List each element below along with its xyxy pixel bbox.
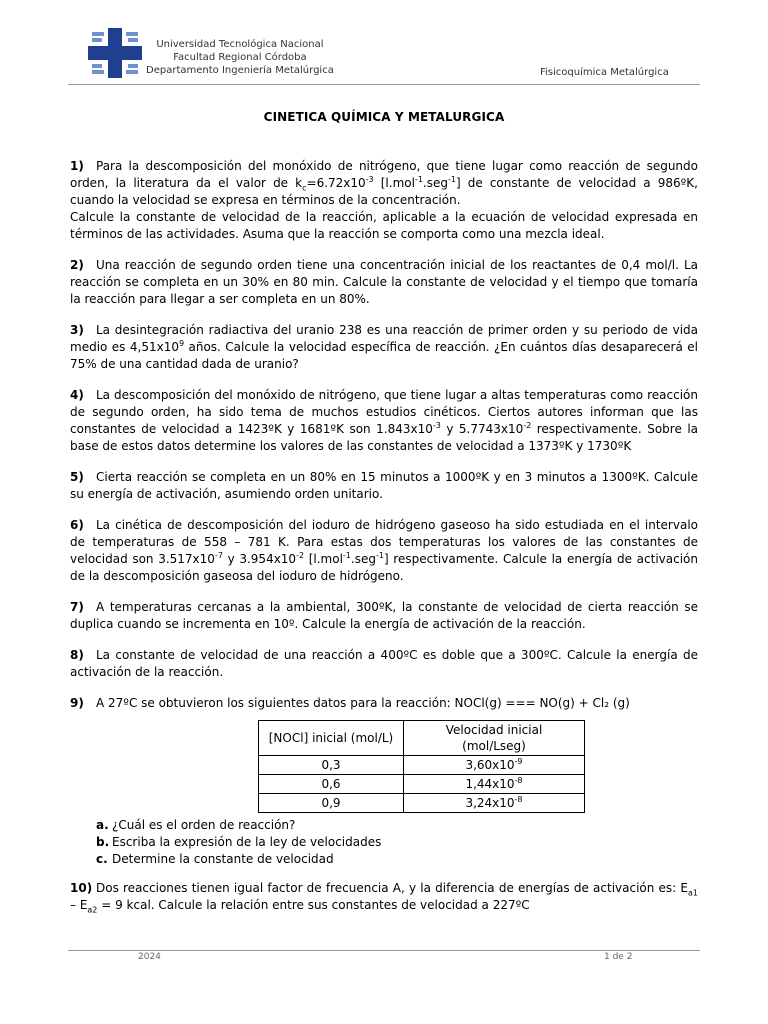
item-text: Determine la constante de velocidad: [112, 852, 334, 866]
problem-text: ] de constante de velocidad a 986ºK, cuando la velocidad se expresa en términos de la concentración.: [70, 176, 698, 207]
department-line: Departamento Ingeniería Metalúrgica: [146, 65, 334, 76]
header-divider: [68, 84, 700, 85]
problem-text: .seg: [422, 176, 448, 190]
problem-6: [70, 517, 698, 585]
table-row: [259, 756, 585, 775]
item-text: Escriba la expresión de la ley de velocidades: [112, 835, 382, 849]
item-letter: b.: [96, 835, 110, 849]
superscript: -1: [342, 551, 351, 560]
item-text: ¿Cuál es el orden de reacción?: [112, 818, 296, 832]
superscript: -3: [365, 175, 374, 184]
problem-4: [70, 387, 698, 455]
rate-data-table: [258, 720, 585, 813]
superscript: -1: [414, 175, 423, 184]
faculty-line: Facultad Regional Córdoba: [173, 52, 307, 63]
rate-exponent: -9: [514, 757, 523, 766]
concentration-cell: 0,6: [259, 775, 404, 794]
problem-text: Cierta reacción se completa en un 80% en 15 minutos a 1000ºK y en 3 minutos a 1300ºK. Calcule su energía de activación, asumiendo orden unitario.: [70, 470, 698, 501]
problem-1-question: Calcule la constante de velocidad de la reacción, aplicable a la ecuación de velocidad expresada en términos de las actividades. Asuma que la reacción se comporta como una mezcla ideal.: [70, 210, 698, 241]
problem-5: [70, 469, 698, 503]
problem-8: [70, 647, 698, 681]
problem-text: y 5.7743x10: [440, 422, 524, 436]
table-row: [259, 775, 585, 794]
list-item: [96, 817, 698, 834]
problem-10: [70, 880, 698, 914]
problem-number: 6): [70, 518, 84, 532]
concentration-cell: 0,9: [259, 794, 404, 813]
institution-block: [146, 38, 334, 77]
utn-logo-icon: [88, 28, 142, 78]
problem-text: [l.mol: [304, 552, 343, 566]
rate-mantissa: 3,24x10: [465, 796, 515, 810]
problem-7: [70, 599, 698, 633]
problem-text: A 27ºC se obtuvieron los siguientes datos para la reacción: NOCl(g) === NO(g) + Cl₂ (g): [96, 696, 630, 710]
column-header: Velocidad inicial (mol/Lseg): [404, 721, 585, 756]
problem-list: [70, 158, 698, 928]
problem-text: ] respectivamente. Calcule la energía de activación de la descomposición gaseosa del ioduro de hidrógeno.: [70, 552, 698, 583]
problem-number: 1): [70, 159, 84, 173]
subject-label: Fisicoquímica Metalúrgica: [540, 67, 669, 78]
table-row: [259, 794, 585, 813]
problem-number: 9): [70, 696, 84, 710]
problem-text: Una reacción de segundo orden tiene una concentración inicial de los reactantes de 0,4 mol/l. La reacción se completa en un 30% en 80 min. Calcule la constante de velocidad y el tiempo que tomaría la reacción para llegar a ser completa en un 80%.: [70, 258, 698, 306]
problem-text: La cinética de descomposición del ioduro de hidrógeno gaseoso ha sido estudiada en el intervalo de temperaturas de 558 – 781 K. Para estas dos temperaturas los valores de las constantes de velocidad son 3.517x10: [70, 518, 698, 566]
superscript: -1: [375, 551, 384, 560]
rate-cell: [404, 794, 585, 813]
problem-number: 8): [70, 648, 84, 662]
list-item: [96, 834, 698, 851]
problem-number: 2): [70, 258, 84, 272]
superscript: -1: [448, 175, 456, 184]
rate-mantissa: 3,60x10: [465, 758, 515, 772]
superscript: -3: [432, 421, 441, 430]
problem-number: 4): [70, 388, 84, 402]
problem-text: .seg: [350, 552, 376, 566]
problem-text: Para la descomposición del monóxido de nitrógeno, que tiene lugar como reacción de segundo orden, la literatura da el valor de k: [70, 159, 698, 190]
superscript: -7: [214, 551, 223, 560]
problem-text: respectivamente. Sobre la base de estos datos determine los valores de las constantes de velocidad a 1373ºK y 1730ºK: [70, 422, 699, 453]
problem-text: = 9 kcal. Calcule la relación entre sus constantes de velocidad a 227ºC: [97, 898, 530, 912]
problem-text: Dos reacciones tienen igual factor de frecuencia A, y la diferencia de energías de activación es: E: [96, 881, 688, 895]
subscript: a2: [87, 905, 98, 915]
subscript: a1: [688, 888, 698, 898]
problem-text: años. Calcule la velocidad específica de reacción. ¿En cuántos días desaparecerá el 75% de una cantidad dada de uranio?: [70, 340, 698, 371]
page-title: CINETICA QUÍMICA Y METALURGICA: [263, 110, 505, 124]
rate-exponent: -8: [514, 795, 523, 804]
concentration-cell: 0,3: [259, 756, 404, 775]
problem-text: y 3.954x10: [222, 552, 297, 566]
rate-mantissa: 1,44x10: [465, 777, 515, 791]
problem-text: La descomposición del monóxido de nitrógeno, que tiene lugar a altas temperaturas como reacción de segundo orden, ha sido tema de muchos estudios cinéticos. Ciertos autores informan que las constantes de velocidad a 1423ºK y 1681ºK son 1.843x10: [70, 388, 698, 436]
table-header-row: [259, 721, 585, 756]
problem-9: [70, 695, 698, 712]
problem-9-items: [70, 817, 698, 868]
rate-cell: [404, 775, 585, 794]
problem-2: [70, 257, 698, 308]
rate-exponent: -8: [514, 776, 523, 785]
problem-text: A temperaturas cercanas a la ambiental, 300ºK, la constante de velocidad de cierta reacción se duplica cuando se incrementa en 10º. Calcule la energía de activación de la reacción.: [70, 600, 698, 631]
rate-cell: [404, 756, 585, 775]
column-header: [NOCl] inicial (mol/L): [259, 721, 404, 756]
superscript: -2: [296, 551, 305, 560]
problem-number: 10): [70, 881, 93, 895]
superscript: -2: [523, 421, 532, 430]
problem-text: =6.72x10: [306, 176, 366, 190]
list-item: [96, 851, 698, 868]
subscript: c: [302, 183, 307, 193]
footer-divider: [68, 950, 700, 951]
problem-number: 7): [70, 600, 84, 614]
institution-line: Universidad Tecnológica Nacional: [156, 39, 324, 50]
problem-1: [70, 158, 698, 209]
item-letter: a.: [96, 818, 109, 832]
item-letter: c.: [96, 852, 108, 866]
footer-year: 2024: [138, 952, 161, 962]
problem-text: La constante de velocidad de una reacción a 400ºC es doble que a 300ºC. Calcule la energía de activación de la reacción.: [70, 648, 698, 679]
page-number: 1 de 2: [604, 952, 633, 962]
problem-number: 3): [70, 323, 84, 337]
problem-number: 5): [70, 470, 84, 484]
problem-3: [70, 322, 698, 373]
problem-text: La desintegración radiactiva del uranio 238 es una reacción de primer orden y su periodo de vida medio es 4,51x10: [70, 323, 698, 354]
problem-text: – E: [70, 898, 88, 912]
superscript: 9: [178, 339, 185, 348]
problem-text: [l.mol: [373, 176, 415, 190]
